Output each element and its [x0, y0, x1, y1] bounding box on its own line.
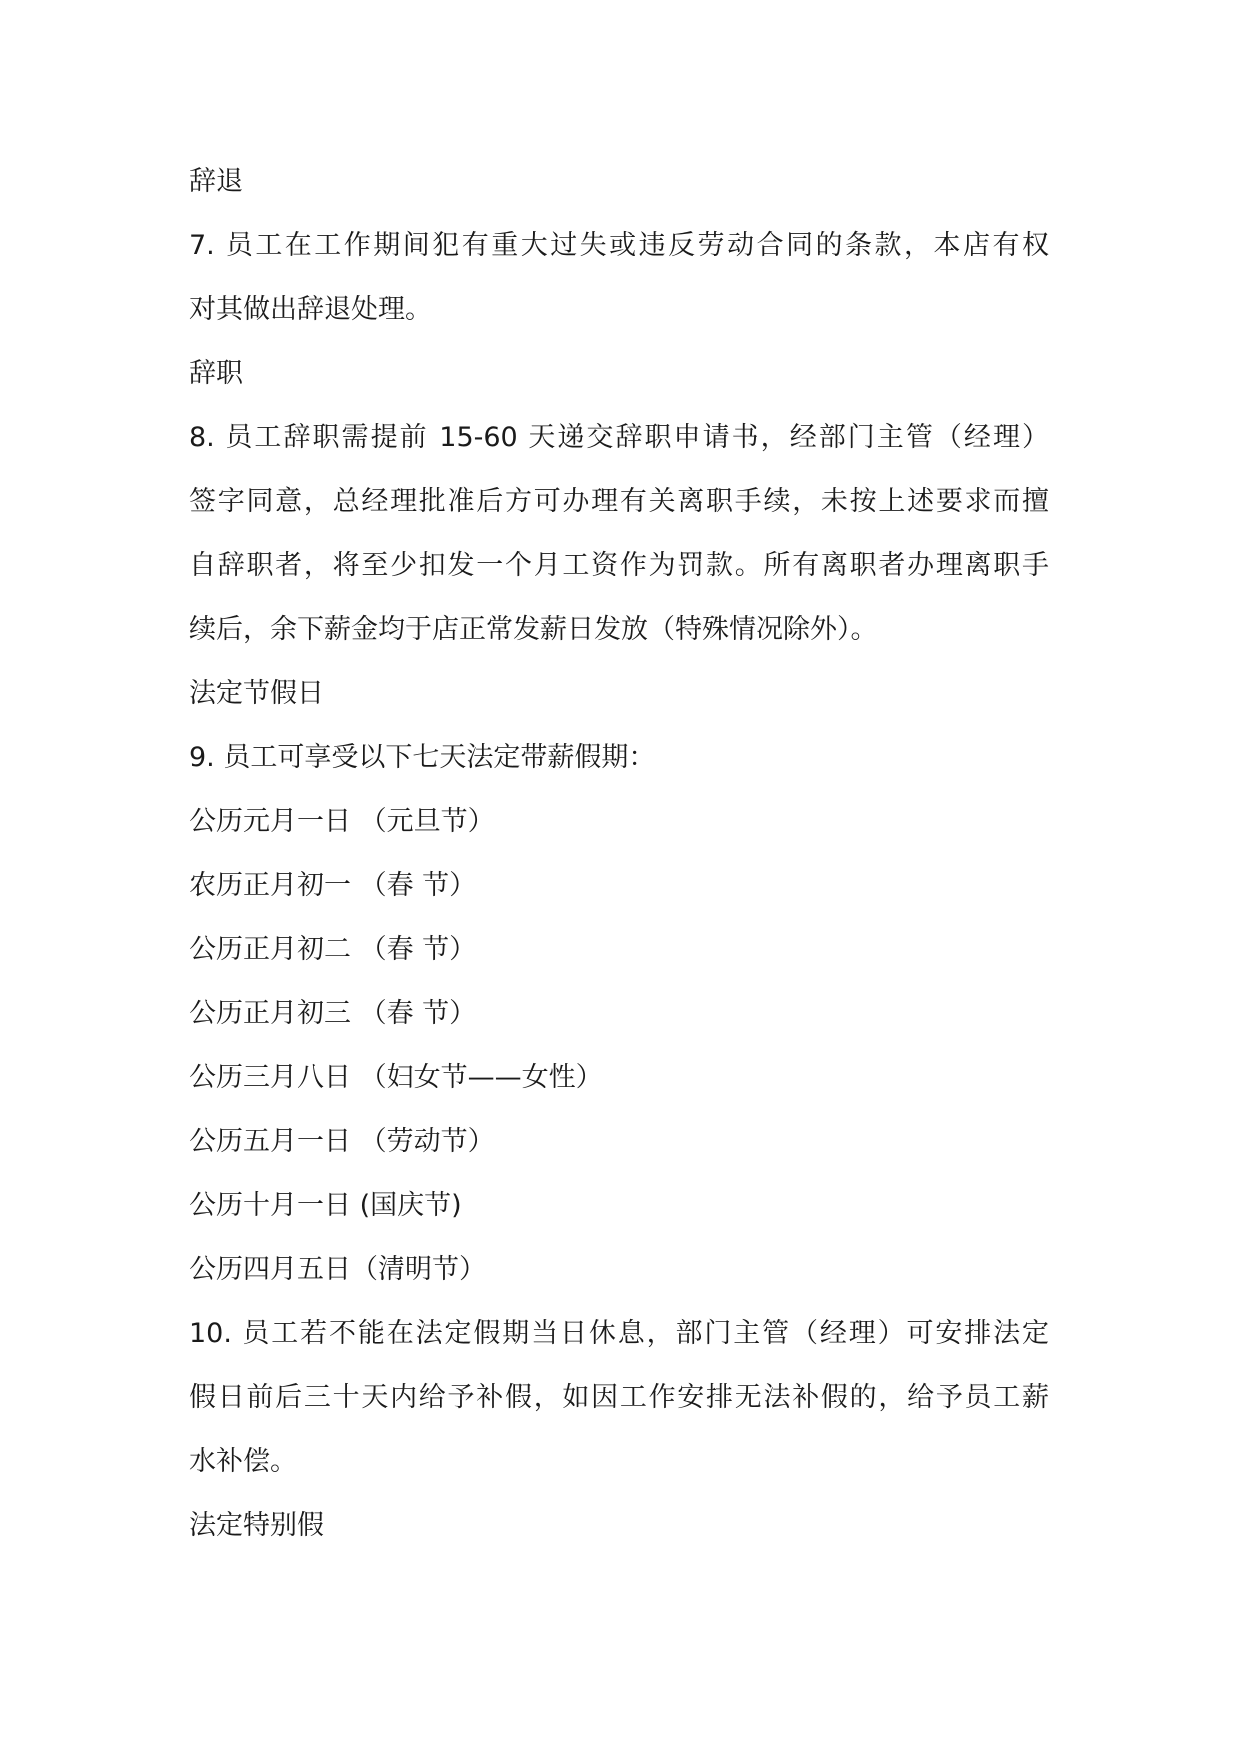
clause-10-line-1: 10. 员工若不能在法定假期当日休息，部门主管（经理）可安排法定: [189, 1318, 1049, 1349]
holiday-item: 公历四月五日（清明节）: [189, 1254, 486, 1285]
clause-9-line-1: 9. 员工可享受以下七天法定带薪假期：: [189, 742, 656, 773]
holiday-item: 农历正月初一 （春 节）: [189, 870, 477, 901]
holiday-item: 公历三月八日 （妇女节——女性）: [189, 1062, 603, 1093]
heading-special-leave: 法定特别假: [189, 1510, 324, 1541]
clause-8-line-1: 8. 员工辞职需提前 15-60 天递交辞职申请书，经部门主管（经理）: [189, 422, 1049, 453]
clause-10-line-2: 假日前后三十天内给予补假，如因工作安排无法补假的，给予员工薪: [189, 1382, 1049, 1413]
holiday-item: 公历正月初二 （春 节）: [189, 934, 477, 965]
heading-statutory-holidays: 法定节假日: [189, 678, 324, 709]
holiday-item: 公历五月一日 （劳动节）: [189, 1126, 495, 1157]
clause-8-line-4: 续后，余下薪金均于店正常发薪日发放（特殊情况除外）。: [189, 614, 878, 645]
holiday-item: 公历正月初三 （春 节）: [189, 998, 477, 1029]
clause-8-line-3: 自辞职者，将至少扣发一个月工资作为罚款。所有离职者办理离职手: [189, 550, 1049, 581]
holiday-item: 公历十月一日 (国庆节): [189, 1190, 462, 1221]
clause-10-line-3: 水补偿。: [189, 1446, 297, 1477]
clause-8-line-2: 签字同意，总经理批准后方可办理有关离职手续，未按上述要求而擅: [189, 486, 1049, 517]
holiday-item: 公历元月一日 （元旦节）: [189, 806, 495, 837]
heading-resignation: 辞职: [189, 358, 243, 389]
clause-7-line-1: 7. 员工在工作期间犯有重大过失或违反劳动合同的条款，本店有权: [189, 230, 1049, 261]
heading-dismissal: 辞退: [189, 166, 243, 197]
clause-7-line-2: 对其做出辞退处理。: [189, 294, 432, 325]
